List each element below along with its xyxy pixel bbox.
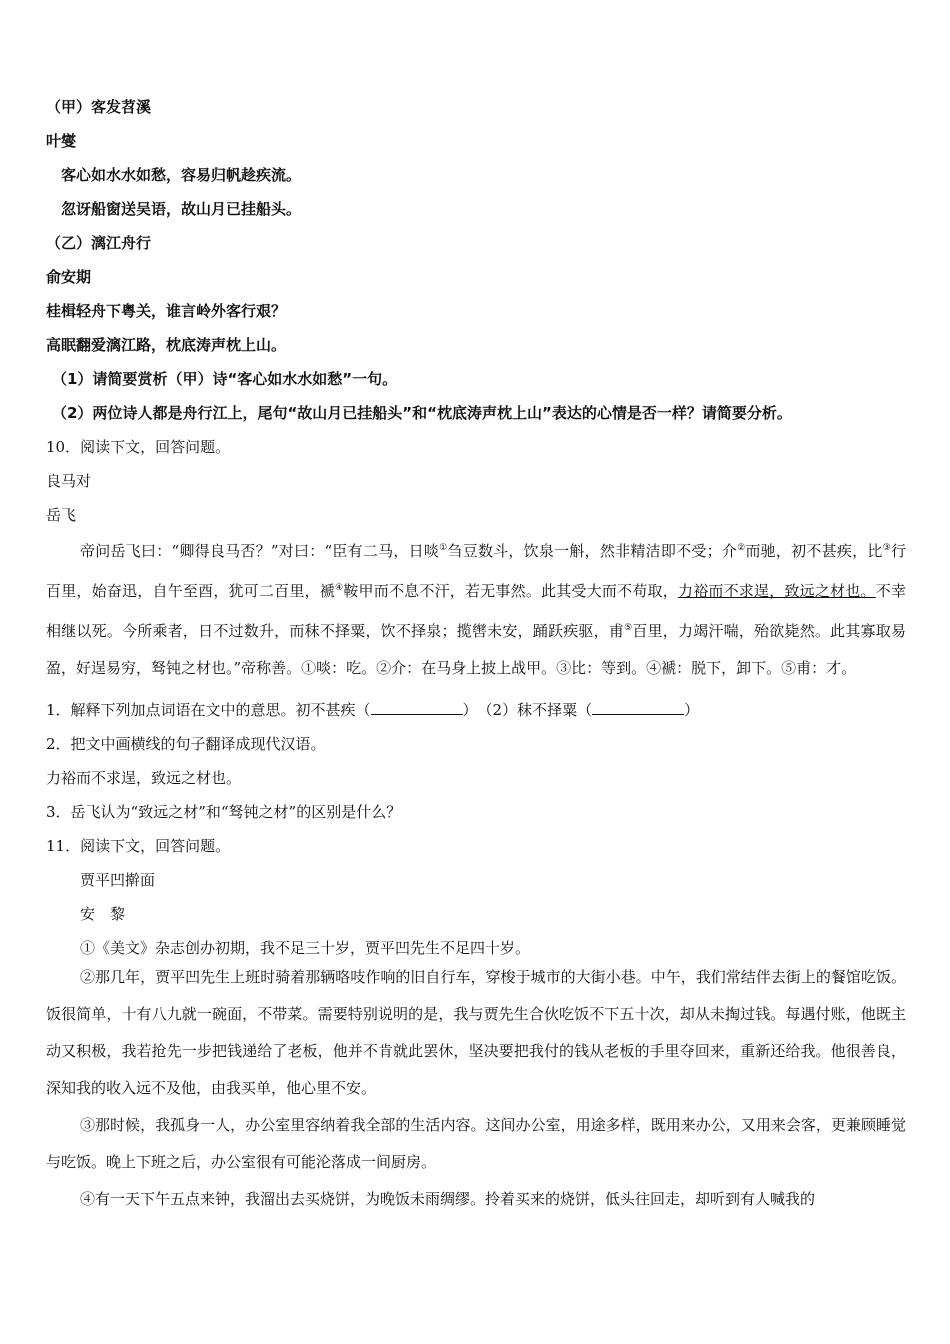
q10-sub2-sentence: 力裕而不求逞，致远之材也。 [46, 769, 242, 787]
poem-yi-author: 俞安期 [46, 268, 92, 286]
q10-title: 良马对 [46, 472, 92, 490]
q10-header: 10．阅读下文，回答问题。 [46, 438, 231, 456]
q11-para-4: ④有一天下午五点来钟，我溜出去买烧饼，为晚饭未雨绸缪。拎着买来的烧饼，低头往回走，却听到有人喊我的 [80, 1190, 816, 1208]
q11-para-2: ②那几年，贾平凹先生上班时骑着那辆咯吱作响的旧自行车，穿梭于城市的大街小巷。中午，我们常结伴去街上的餐馆吃饭。饭很简单，十有八九就一碗面，不带菜。需要特别说明的是，我与贾先生合伙吃饭不下五十次，却从未掏过钱。每遇付账，他既主动又积极，我若抢先一步把钱递给了老板，他并不肯就此罢休，坚决要把我付的钱从老板的手里夺回来，重新还给我。他很善良，深知我的收入远不及他，由我买单，他心里不安。 [46, 968, 906, 1097]
q10-passage: 帝问岳飞曰：“卿得良马否？”对曰：“臣有二马，日啖①刍豆数斗，饮泉一斛，然非精洁即不受；介②而驰，初不甚疾，比③行百里，始奋迅，自午至酉，犹可二百里，褫④鞍甲而不息不汗，若无事然。此其受大而不苟取，力裕而不求逞，致远之材也。不幸相继以死。今所乘者，日不过数升，而秣不择粟，饮不择泉；揽辔未安，踊跃疾驱，甫⑤百里，力竭汗喘，殆欲毙然。此其寡取易盈，好逞易穷，驽钝之材也。”帝称善。①啖：吃。②介：在马身上披上战甲。③比：等到。④褫：脱下，卸下。⑤甫：才。 [46, 542, 906, 677]
answer-blank-2[interactable] [592, 700, 684, 715]
poem-jia-author: 叶燮 [46, 132, 77, 150]
poem-jia-title: （甲）客发苕溪 [46, 98, 152, 116]
document-page [46, 96, 906, 1208]
q11-title: 贾平凹擀面 [80, 871, 156, 889]
footnote-marker: ② [737, 543, 746, 553]
footnote-marker: ⑤ [624, 623, 633, 633]
poem-yi-line2: 高眠翻爱漓江路，枕底涛声枕上山。 [46, 336, 287, 354]
footnote-marker: ③ [882, 543, 891, 553]
footnote-marker: ① [439, 543, 448, 553]
q10-sub1: 1．解释下列加点词语在文中的意思。初不甚疾（ ） （2）秣不择粟（ ） [46, 701, 700, 719]
q11-author: 安 黎 [80, 905, 126, 923]
poem-jia-line1: 客心如水水如愁，容易归帆趁疾流。 [61, 166, 302, 184]
footnote-marker: ④ [335, 583, 344, 593]
answer-blank-1[interactable] [371, 700, 463, 715]
q10-sub3: 3．岳飞认为“致远之材”和“驽钝之材”的区别是什么？ [46, 803, 402, 821]
poem-yi-title: （乙）漓江舟行 [46, 234, 152, 252]
poem-yi-line1: 桂楫轻舟下粤关，谁言岭外客行艰？ [46, 302, 287, 320]
poem-question-2: （2）两位诗人都是舟行江上，尾句“故山月已挂船头”和“枕底涛声枕上山”表达的心情是否一样？请简要分析。 [52, 404, 792, 422]
q11-para-1: ①《美文》杂志创办初期，我不足三十岁，贾平凹先生不足四十岁。 [80, 939, 531, 957]
q11-header: 11．阅读下文，回答问题。 [46, 837, 231, 855]
poem-jia-line2: 忽讶船窗送吴语，故山月已挂船头。 [61, 200, 302, 218]
q11-para-3: ③那时候，我孤身一人，办公室里容纳着我全部的生活内容。这间办公室，用途多样，既用来办公，又用来会客，更兼顾睡觉与吃饭。晚上下班之后，办公室很有可能沦落成一间厨房。 [46, 1116, 906, 1171]
poem-question-1: （1）请简要赏析（甲）诗“客心如水水如愁”一句。 [52, 370, 398, 388]
q10-sub2: 2．把文中画横线的句子翻译成现代汉语。 [46, 735, 326, 753]
underlined-sentence: 力裕而不求逞，致远之材也。 [677, 582, 876, 600]
q10-author: 岳飞 [46, 506, 77, 524]
